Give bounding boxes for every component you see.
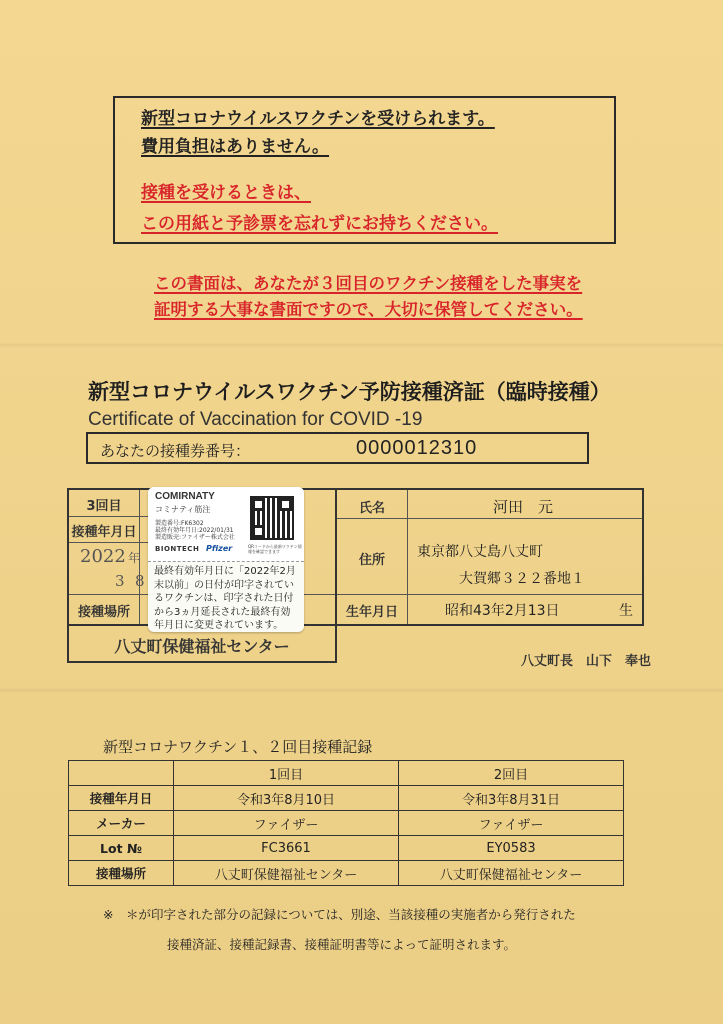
- cell-dose1: ファイザー: [174, 811, 399, 836]
- person-name: 河田 元: [493, 498, 554, 516]
- cell-dose2: 令和3年8月31日: [399, 786, 624, 811]
- notice-line-3: 接種を受けるときは、: [141, 183, 311, 203]
- header-dose2: 2回目: [399, 761, 624, 786]
- footnote-line-2: 接種済証、接種記録書、接種証明書等によって証明されます。: [167, 937, 517, 952]
- certificate-title-english: Certificate of Vaccination for COVID -19: [88, 409, 423, 430]
- notice-line-4: この用紙と予診票を忘れずにお持ちください。: [141, 214, 498, 234]
- dose3-label: 3回目: [86, 499, 122, 514]
- table-row: [69, 786, 624, 811]
- qr-caption: QRコードから最新ワクチン情報を確認できます: [248, 544, 302, 554]
- table-header-row: [69, 761, 624, 786]
- year-unit: 年: [128, 551, 141, 565]
- birthdate-suffix: 生: [619, 603, 633, 619]
- caution-line-2: 証明する大事な書面ですので、大切に保管してください。: [154, 300, 583, 319]
- cell-dose1: 八丈町保健福祉センター: [174, 861, 399, 886]
- vaccine-lot-sticker: [148, 487, 304, 632]
- birthdate-label: 生年月日: [345, 605, 398, 620]
- address-line-2: 大賀郷３２２番地１: [459, 571, 585, 587]
- handwritten-day: 8: [135, 572, 145, 590]
- address-line-1: 東京都八丈島八丈町: [417, 544, 543, 560]
- row-label: 接種場所: [69, 861, 174, 886]
- personal-info-block: [337, 488, 644, 626]
- name-label: 氏名: [358, 501, 385, 516]
- row-label: Lot №: [69, 836, 174, 861]
- handwritten-year: 2022: [80, 546, 126, 567]
- caution-line-1: この書面は、あなたが３回目のワクチン接種をした事実を: [154, 274, 583, 293]
- sticker-brand: COMIRNATY: [155, 491, 215, 502]
- ticket-number-box: [86, 432, 589, 464]
- sticker-lot: 製造番号:FK6302: [155, 520, 204, 527]
- row-label: 接種年月日: [69, 786, 174, 811]
- mayor-signature: 八丈町長 山下 奉也: [521, 654, 652, 669]
- row-label: メーカー: [69, 811, 174, 836]
- footnote-line-1: ※ ＊が印字された部分の記録については、別途、当該接種の実施者から発行された: [103, 907, 576, 922]
- table-row: [69, 836, 624, 861]
- biontech-logo: BIONTECH: [155, 545, 200, 553]
- sticker-note: 最終有効年月日に「2022年2月末以前」の日付が印字されているワクチンは、印字された日付から3ヵ月延長された最終有効年月日に変更されています。: [154, 566, 296, 631]
- certificate-title: 新型コロナウイルスワクチン予防接種済証（臨時接種）: [88, 380, 611, 404]
- sticker-seller: 製造販売:ファイザー株式会社: [155, 534, 235, 541]
- vaccination-site: 八丈町保健福祉センター: [114, 637, 290, 656]
- previous-doses-table: [68, 760, 624, 886]
- ticket-number: 0000012310: [356, 437, 478, 459]
- pfizer-logo: Pfizer: [206, 544, 233, 553]
- birthdate-value: 昭和43年2月13日: [445, 603, 560, 619]
- notice-box: [113, 96, 616, 244]
- cell-dose2: EY0583: [399, 836, 624, 861]
- dose3-place-label: 接種場所: [77, 605, 130, 620]
- header-dose1: 1回目: [174, 761, 399, 786]
- cell-dose2: 八丈町保健福祉センター: [399, 861, 624, 886]
- handwritten-month: 3: [115, 572, 125, 590]
- sticker-product: コミナティ筋注: [155, 505, 211, 514]
- dose3-date-label: 接種年月日: [71, 525, 137, 540]
- address-label: 住所: [358, 553, 385, 568]
- cell-dose1: FC3661: [174, 836, 399, 861]
- cell-dose2: ファイザー: [399, 811, 624, 836]
- table-row: [69, 861, 624, 886]
- qr-code-icon: [250, 496, 294, 540]
- notice-line-2: 費用負担はありません。: [141, 137, 330, 157]
- ticket-label: あなたの接種券番号：: [100, 442, 251, 460]
- previous-doses-title: 新型コロナワクチン１、２回目接種記録: [103, 738, 373, 756]
- notice-line-1: 新型コロナウイルスワクチンを受けられます。: [141, 109, 495, 129]
- cell-dose1: 令和3年8月10日: [174, 786, 399, 811]
- sticker-expiry: 最終有効年月日:2022/01/31: [155, 527, 234, 534]
- sticker-header: [148, 487, 304, 562]
- table-row: [69, 811, 624, 836]
